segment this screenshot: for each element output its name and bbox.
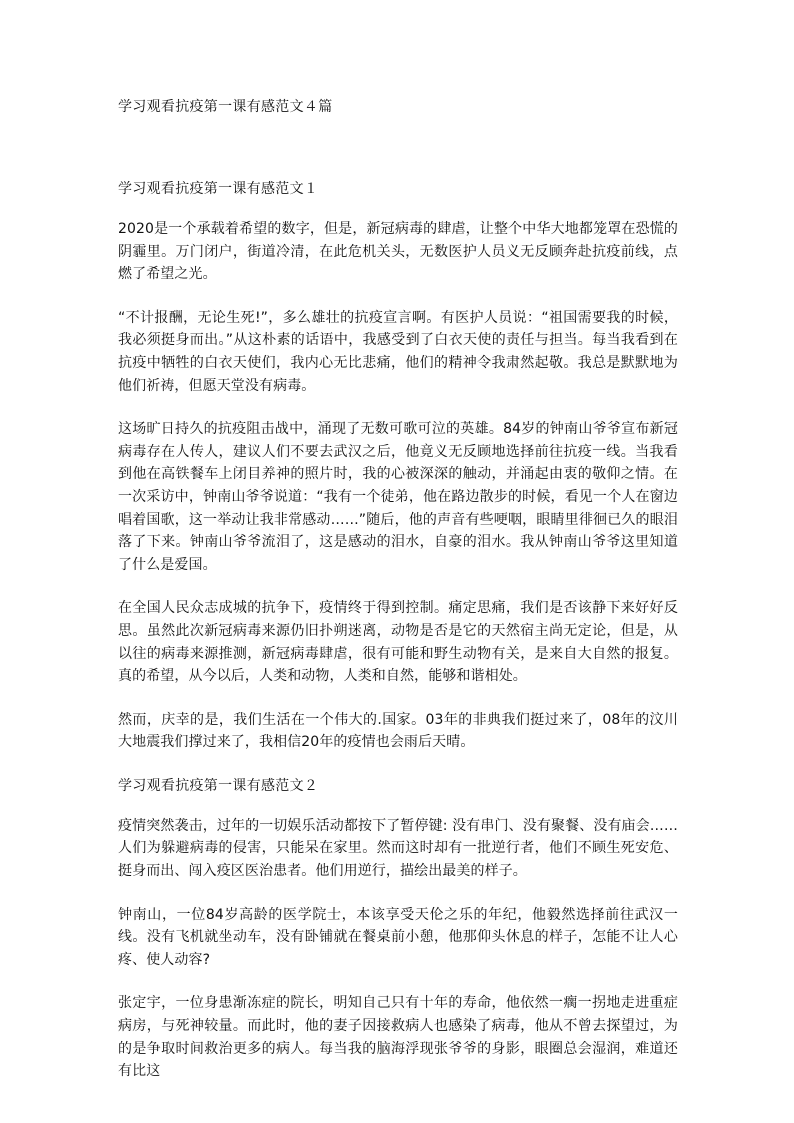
paragraph: 这场旷日持久的抗疫阻击战中，涌现了无数可歌可泣的英雄。84岁的钟南山爷爷宣布新冠病毒存在人传人，建议人们不要去武汉之后，他竟义无反顾地选择前往抗疫一线。当我看到他在高铁餐车上闭目养神的照片时，我的心被深深的触动，并涌起由衷的敬仰之情。在一次采访中，钟南山爷爷说道：“我有一个徒弟，他在路边散步的时候，看见一个人在窗边唱着国歌，这一举动让我非常感动……”随后，他的声音有些哽咽，眼睛里徘徊已久的眼泪落了下来。钟南山爷爷流泪了，这是感动的泪水，自豪的泪水。我从钟南山爷爷这里知道了什么是爱国。 xyxy=(118,421,678,573)
paragraph: 然而，庆幸的是，我们生活在一个伟大的.国家。03年的非典我们挺过来了，08年的汶川大地震我们撑过来了，我相信20年的疫情也会雨后天晴。 xyxy=(118,711,678,751)
section-heading: 学习观看抗疫第一课有感范文２ xyxy=(118,777,319,794)
paragraph: 在全国人民众志成城的抗争下，疫情终于得到控制。痛定思痛，我们是否该静下来好好反思。虽然此次新冠病毒来源仍旧扑朔迷离，动物是否是它的天然宿主尚无定论，但是，从以往的病毒来源推测，新冠病毒肆虐，很有可能和野生动物有关，是来自大自然的报复。真的希望，从今以后，人类和动物，人类和自然，能够和谐相处。 xyxy=(118,600,678,685)
section-heading: 学习观看抗疫第一课有感范文１ xyxy=(118,181,319,197)
paragraph: 2020是一个承载着希望的数字，但是，新冠病毒的肆虐，让整个中华大地都笼罩在恐慌的阴霾里。万门闭户，街道冷清，在此危机关头，无数医护人员义无反顾奔赴抗疫前线，点燃了希望之光。 xyxy=(118,221,678,283)
paragraph: 张定宇，一位身患渐冻症的院长，明知自己只有十年的寿命，他依然一瘸一拐地走进重症病房，与死神较量。而此时，他的妻子因接救病人也感染了病毒，他从不曾去探望过，为的是争取时间救治更多的病人。每当我的脑海浮现张爷爷的身影，眼圈总会湿润，难道还有比这 xyxy=(118,995,678,1080)
paragraph: “不计报酬，无论生死!”，多么雄壮的抗疫宣言啊。有医护人员说：“祖国需要我的时候，我必须挺身而出。”从这朴素的话语中，我感受到了白衣天使的责任与担当。每当我看到在抗疫中牺牲的白衣天使们，我内心无比悲痛，他们的精神令我肃然起敬。我总是默默地为他们祈祷，但愿天堂没有病毒。 xyxy=(118,309,678,394)
paragraph: 钟南山，一位84岁高龄的医学院士，本该享受天伦之乐的年纪，他毅然选择前往武汉一线。没有飞机就坐动车，没有卧铺就在餐桌前小憩，他那仰头休息的样子，怎能不让人心疼、使人动容? xyxy=(118,906,678,968)
document-body xyxy=(118,178,678,1104)
paragraph: 疫情突然袭击，过年的一切娱乐活动都按下了暂停键: 没有串门、没有聚餐、没有庙会……人们为躲避病毒的侵害，只能呆在家里。然而这时却有一批逆行者，他们不顾生死安危、挺身而出、闯入疫区医治患者。他们用逆行，描绘出最美的样子。 xyxy=(118,817,678,880)
document-title: 学习观看抗疫第一课有感范文４篇 xyxy=(118,99,333,115)
